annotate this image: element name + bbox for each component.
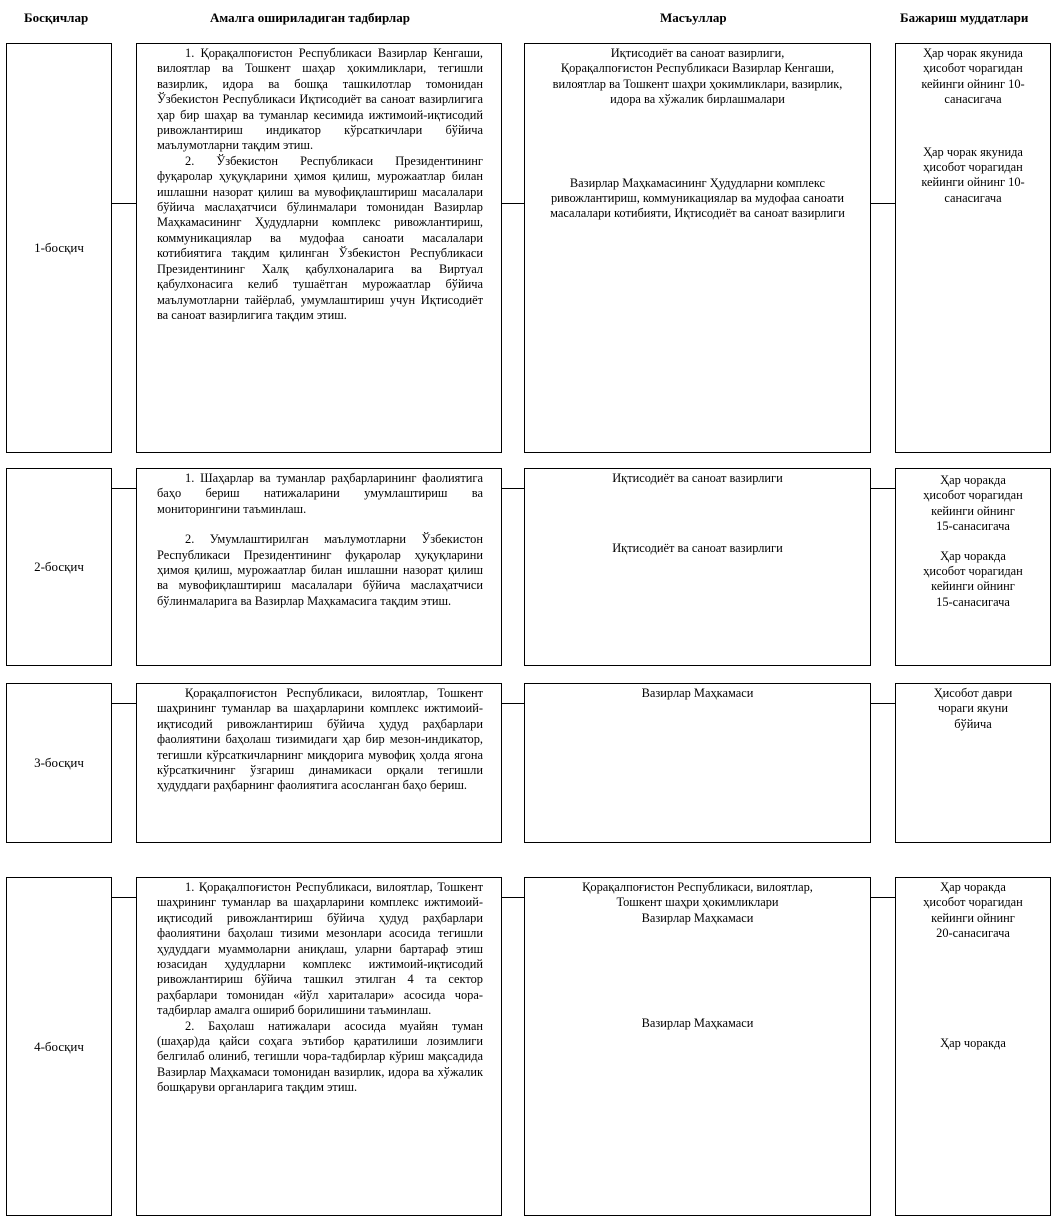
stage-4-responsible-2: Вазирлар Маҳкамаси (641, 1016, 754, 1031)
stage-1-deadline-2: Ҳар чорак якунида ҳисобот чорагидан кейинги ойнинг 10-санасигача (921, 144, 1025, 205)
stage-2-deadline-2: Ҳар чоракда ҳисобот чорагидан кейинги ойнинг 15-санасигача (923, 548, 1023, 609)
header-stages: Босқичлар (24, 10, 89, 25)
stage-1-box (6, 43, 112, 453)
stage-3-box (6, 683, 112, 843)
header-deadlines: Бажариш муддатлари (900, 10, 1029, 25)
stage-2-responsible-1: Иқтисодиёт ва саноат вазирлиги (612, 471, 783, 485)
header-responsible: Масъуллар (660, 10, 727, 25)
stage-2-action-2: 2. Умумлаштирилган маълумотларни Ўзбекистон Республикаси Президентининг фуқаролар ҳуқуқларини ҳимоя қилиш, мурожаатлар билан ишлашни назорат қилиш ва мувофиқлаштириш масалалари бўйича маслаҳатчиси бўлинмаларига ва Вазирлар Маҳкамасига тақдим этиш. (157, 532, 483, 608)
stage-2-box (6, 468, 112, 666)
stage-2-deadlines (895, 468, 1051, 666)
stage-1-actions (136, 43, 502, 453)
stage-3-responsible-1: Вазирлар Маҳкамаси (641, 686, 754, 700)
connector-line (871, 203, 895, 204)
connector-line (871, 703, 895, 704)
stage-1-responsible-1: Иқтисодиёт ва саноат вазирлиги, Қорақалпоғистон Республикаси Вазирлар Кенгаши, вилоятлар ва Тошкент шаҳри ҳокимликлари, вазирлик, идора ва хўжалик бирлашмалари (552, 46, 843, 107)
stage-3-label: 3-босқич (34, 755, 84, 770)
stage-4-box (6, 877, 112, 1216)
stage-2-responsible (524, 468, 871, 666)
stage-3-responsible (524, 683, 871, 843)
stage-3-deadline-1: Ҳисобот даври чораги якуни бўйича (933, 686, 1013, 731)
stage-3-deadlines (895, 683, 1051, 843)
stage-2-label: 2-босқич (34, 559, 84, 574)
stage-4-label: 4-босқич (34, 1038, 84, 1054)
stage-4-responsible-1: Қорақалпоғистон Республикаси, вилоятлар, Тошкент шаҳри ҳокимликлари Вазирлар Маҳкамаси (582, 880, 813, 925)
stage-4-deadline-1: Ҳар чоракда ҳисобот чорагидан кейинги ойнинг 20-санасигача (923, 880, 1023, 941)
stage-4-responsible (524, 877, 871, 1216)
stage-4-action-1: 1. Қорақалпоғистон Республикаси, вилоятлар, Тошкент шаҳрининг туманлар ва шаҳарларини комплекс ижтимоий-иқтисодий ривожлантириш бўйича ҳудуд раҳбарлари фаолиятини баҳолаш тизими мезонлари асосида тегишли ҳудуддаги муаммоларни аниқлаш, уларни бартараф этиш юзасидан ҳудудларни комплекс ижтимоий-иқтисодий ривожлантириш бўйича ташкил этилган 4 та сектор раҳбарлари томонидан «йўл хариталари» асосида чора-тадбирлар амалга ошириб борилишини таъминлаш. (157, 880, 483, 1018)
stage-4-deadline-2: Ҳар чоракда (940, 1035, 1006, 1050)
stage-4-action-2: 2. Баҳолаш натижалари асосида муайян туман (шаҳар)да қайси соҳага эътибор қаратилиши лозимлиги белгилаб олиниб, тегишли чора-тадбирлар кўриш мақсадида Вазирлар Маҳкамаси томонидан вазирлик, идора ва хўжалик бошқаруви органларига тақдим этиш. (157, 1018, 483, 1095)
connector-line (112, 203, 136, 204)
stage-2-responsible-2: Иқтисодиёт ва саноат вазирлиги (612, 541, 783, 556)
stage-2-actions (136, 468, 502, 666)
stage-1-responsible-2: Вазирлар Маҳкамасининг Ҳудудларни комплекс ривожлантириш, коммуникациялар ва мудофаа саноати масалалари котибияти, Иқтисодиёт ва саноат вазирлиги (550, 175, 845, 221)
stage-1-label: 1-босқич (34, 240, 84, 255)
connector-line (502, 897, 524, 898)
connector-line (112, 897, 136, 898)
connector-line (112, 703, 136, 704)
connector-line (502, 703, 524, 704)
stage-2-deadline-1: Ҳар чоракда ҳисобот чорагидан кейинги ойнинг 15-санасигача (923, 473, 1023, 534)
connector-line (871, 488, 895, 489)
stage-1-deadline-1: Ҳар чорак якунида ҳисобот чорагидан кейинги ойнинг 10-санасигача (921, 46, 1025, 107)
connector-line (871, 897, 895, 898)
stage-1-action-2: 2. Ўзбекистон Республикаси Президентининг фуқаролар ҳуқуқларини ҳимоя қилиш, мурожаатлар билан ишлашни назорат қилиш ва мувофиқлаштириш масалалари бўйича маслаҳатчиси бўлинмалари томонидан Вазирлар Маҳкамасининг Ҳудудларни комплекс ривожлантириш, коммуникациялар ва мудофаа саноати масалалари котибиятига тақдим қилинган Ўзбекистон Республикаси Президентининг Халқ қабулхоналарига ва Виртуал қабулхонасига келиб тушаётган мурожаатлар бўйича маълумотларни тайёрлаб, умумлаштириш учун Иқтисодиёт ва саноат вазирлигига тақдим этиш. (157, 153, 483, 322)
stage-4-actions (136, 877, 502, 1216)
stage-3-action-1: Қорақалпоғистон Республикаси, вилоятлар, Тошкент шаҳрининг туманлар ва шаҳарларини комплекс ижтимоий-иқтисодий ривожлантириш бўйича ҳудуд раҳбарлари фаолиятини баҳолаш тизимидаги ҳар бир мезон-индикатор, тегишли кўрсаткичларнинг миқдорига мувофиқ ҳолда ягона кўрсаткичнинг ўзгариш динамикаси орқали тегишли ҳудуддаги раҳбарнинг фаолиятига асосланган баҳо бериш. (157, 686, 483, 793)
header-actions: Амалга ошириладиган тадбирлар (210, 10, 410, 25)
connector-line (502, 488, 524, 489)
connector-line (112, 488, 136, 489)
stage-1-responsible (524, 43, 871, 453)
stage-3-actions (136, 683, 502, 843)
stage-2-action-1: 1. Шаҳарлар ва туманлар раҳбарларининг фаолиятига баҳо бериш натижаларини умумлаштириш ва мониторингини таъминлаш. (157, 471, 483, 516)
stage-1-action-1: 1. Қорақалпоғистон Республикаси Вазирлар Кенгаши, вилоятлар ва Тошкент шаҳар ҳокимликлари, тегишли вазирлик, идора ва бошқа ташкилотлар томонидан Ўзбекистон Республикаси Иқтисодиёт ва саноат вазирлигига ҳар бир шаҳар ва туманлар кесимида ижтимоий-иқтисодий ривожлантириш индикатор кўрсаткичлари бўйича маълумотларни тақдим этиш. (157, 46, 483, 153)
stage-4-deadlines (895, 877, 1051, 1216)
stage-1-deadlines (895, 43, 1051, 453)
connector-line (502, 203, 524, 204)
